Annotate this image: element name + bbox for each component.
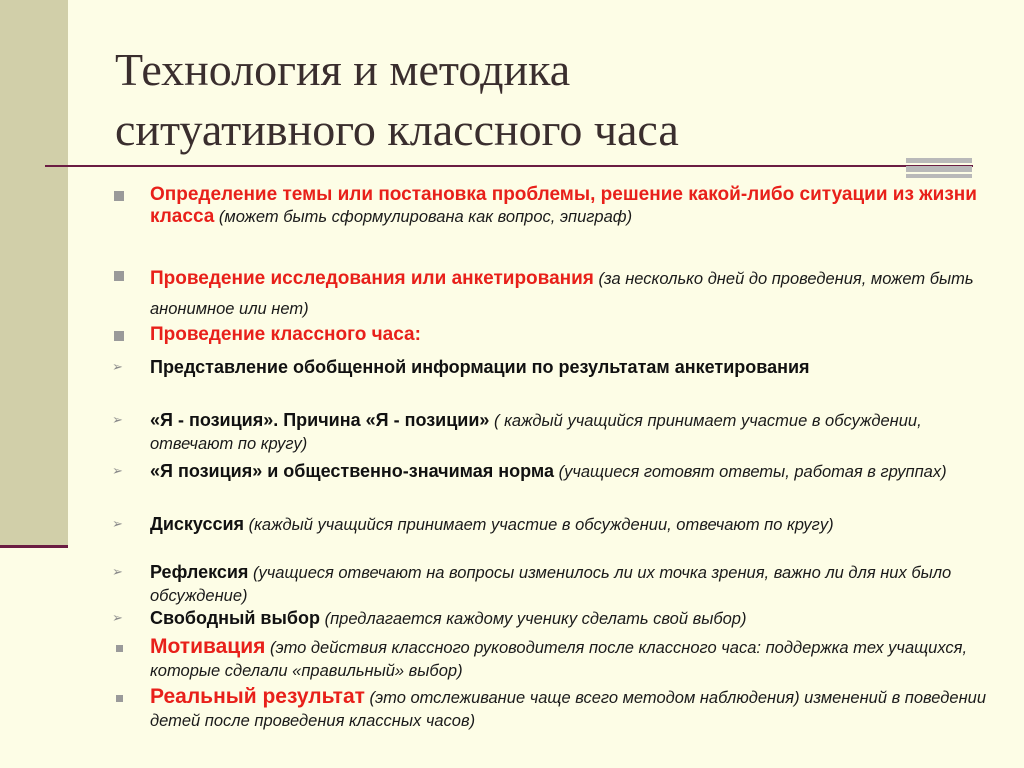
arrow-bullet-icon: ➢ — [112, 564, 123, 579]
item-heading: Проведение исследования или анкетирования — [150, 268, 594, 289]
list-item-discussion — [112, 513, 992, 536]
list-item-i-position — [112, 409, 992, 455]
list-item-reflection — [112, 561, 992, 607]
arrow-bullet-icon: ➢ — [112, 516, 123, 531]
list-item-free-choice — [112, 607, 992, 630]
item-heading: «Я - позиция». Причина «Я - позиции» — [150, 410, 490, 430]
item-note: (это действия классного руководителя после классного часа: поддержка тех учащихся, которые сделали «правильный» выбор) — [150, 639, 968, 680]
item-note: (за несколько дней до проведения, может быть анонимное или нет) — [150, 270, 974, 318]
square-bullet-icon — [112, 264, 142, 281]
item-note: ( каждый учащийся принимает участие в обсуждении, отвечают по кругу) — [150, 412, 922, 453]
list-item-conduct — [112, 324, 992, 346]
list-item-summary — [112, 356, 992, 379]
title-line-2: ситуативного классного часа — [115, 104, 679, 155]
item-heading: Представление обобщенной информации по результатам анкетирования — [150, 357, 810, 377]
arrow-bullet-icon: ➢ — [112, 463, 123, 478]
item-heading: Определение темы или постановка проблемы, решение какой-либо ситуации из жизни класса — [150, 184, 977, 227]
side-rule — [0, 545, 68, 548]
list-item-research — [112, 264, 992, 324]
slide-title — [115, 40, 935, 160]
arrow-bullet-icon: ➢ — [112, 359, 123, 374]
item-heading: «Я позиция» и общественно-значимая норма — [150, 461, 554, 481]
item-heading: Проведение классного часа: — [150, 324, 421, 345]
list-item-topic — [112, 184, 992, 228]
item-note: (предлагается каждому ученику сделать свой выбор) — [319, 610, 747, 628]
item-note: (учащиеся отвечают на вопросы изменилось ли их точка зрения, важно ли для них было обсуждение) — [150, 564, 952, 605]
title-line-1: Технология и методика — [115, 44, 571, 95]
title-rule — [45, 165, 973, 167]
item-heading: Свободный выбор — [150, 608, 320, 628]
side-band — [0, 0, 68, 548]
item-heading: Реальный результат — [150, 685, 365, 708]
list-item-real-result — [112, 686, 992, 732]
item-heading: Рефлексия — [150, 562, 249, 582]
item-heading: Дискуссия — [150, 514, 245, 534]
square-bullet-icon — [112, 324, 142, 341]
list-item-social-norm — [112, 460, 992, 483]
small-square-bullet-icon — [112, 636, 142, 652]
item-note: (может быть сформулирована как вопрос, эпиграф) — [214, 208, 633, 226]
item-note: (это отслеживание чаще всего методом наблюдения) изменений в поведении детей после проведения классных часов) — [150, 689, 987, 730]
gray-stripe-bar — [906, 158, 972, 178]
item-note: (учащиеся готовят ответы, работая в группах) — [553, 463, 947, 481]
square-bullet-icon — [112, 184, 142, 201]
list-item-motivation — [112, 636, 992, 682]
arrow-bullet-icon: ➢ — [112, 412, 123, 427]
small-square-bullet-icon — [112, 686, 142, 702]
arrow-bullet-icon: ➢ — [112, 610, 123, 625]
item-heading: Мотивация — [150, 635, 266, 658]
item-note: (каждый учащийся принимает участие в обсуждении, отвечают по кругу) — [244, 516, 834, 534]
